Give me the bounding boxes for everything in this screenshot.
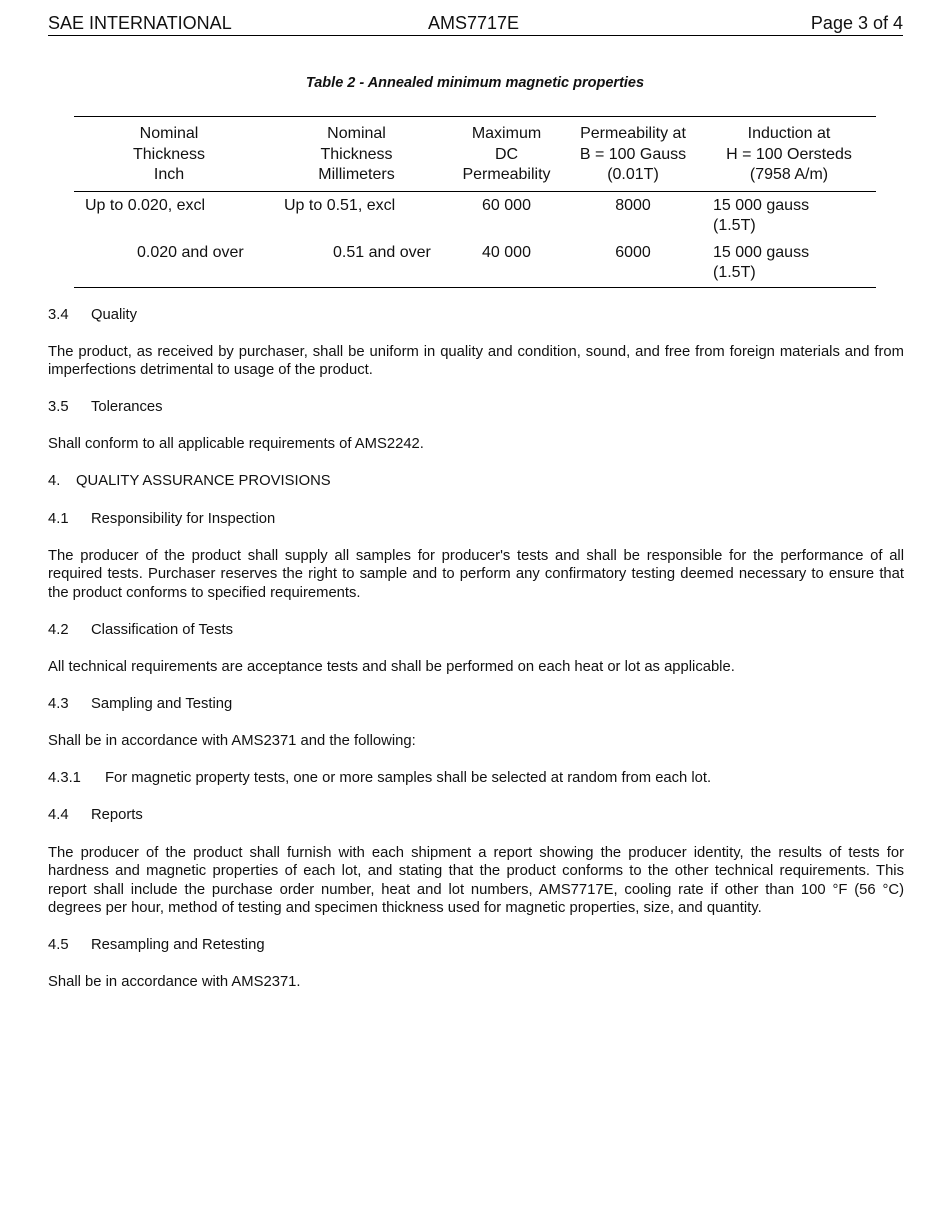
header-page-number: Page 3 of 4 xyxy=(810,13,903,33)
magnetic-properties-table xyxy=(74,116,876,288)
cell-inch: Up to 0.020, excl xyxy=(85,196,206,214)
paragraph-responsibility: The producer of the product shall supply all samples for producer's tests and shall be responsible for the performance of all required tests. Purchaser reserves the right to sample and to perform any confirmatory testing deemed necessary to ensure that the product conforms to specified requirements. xyxy=(48,548,904,601)
cell-permeability-b: 6000 xyxy=(564,239,702,288)
section-item-4-3-1: 4.3.1 For magnetic property tests, one or more samples shall be selected at random from each lot. xyxy=(48,770,712,786)
cell-max-permeability: 40 000 xyxy=(449,239,564,288)
section-heading-3-5: 3.5 Tolerances xyxy=(48,399,163,415)
col-header-max-permeability: Maximum DC Permeability xyxy=(449,117,564,192)
section-heading-4-5: 4.5 Resampling and Retesting xyxy=(48,937,265,953)
section-heading-4-3: 4.3 Sampling and Testing xyxy=(48,696,233,712)
table-row xyxy=(74,191,876,239)
cell-induction: 15 000 gauss (1.5T) xyxy=(702,239,876,288)
col-header-permeability-b: Permeability at B = 100 Gauss (0.01T) xyxy=(564,117,702,192)
table-caption: Table 2 - Annealed minimum magnetic properties xyxy=(305,75,645,91)
section-heading-4-1: 4.1 Responsibility for Inspection xyxy=(48,511,276,527)
header-doc-id: AMS7717E xyxy=(428,13,520,33)
cell-permeability-b: 8000 xyxy=(615,196,651,214)
col-header-induction: Induction at H = 100 Oersteds (7958 A/m) xyxy=(702,117,876,192)
section-heading-4: 4. QUALITY ASSURANCE PROVISIONS xyxy=(48,473,331,489)
section-heading-4-2: 4.2 Classification of Tests xyxy=(48,622,234,638)
paragraph-reports: The producer of the product shall furnish with each shipment a report showing the producer identity, the results of tests for hardness and magnetic properties of each lot, and stating that the product conforms to the other technical requirements. This report shall include the purchase order number, heat and lot numbers, AMS7717E, cooling rate if other than 100 °F (56 °C) degrees per hour, method of testing and specimen thickness used for magnetic properties, size, and quantity. xyxy=(48,845,904,917)
cell-max-permeability: 60 000 xyxy=(482,196,531,214)
table-row xyxy=(74,239,876,288)
page-header xyxy=(48,13,903,36)
cell-inch: 0.020 and over xyxy=(74,239,264,288)
paragraph-sampling: Shall be in accordance with AMS2371 and the following: xyxy=(48,733,416,749)
section-heading-3-4: 3.4 Quality xyxy=(48,307,138,323)
cell-mm: 0.51 and over xyxy=(264,239,449,288)
paragraph-tolerances: Shall conform to all applicable requirements of AMS2242. xyxy=(48,436,424,452)
paragraph-resampling: Shall be in accordance with AMS2371. xyxy=(48,974,301,990)
paragraph-classification: All technical requirements are acceptance tests and shall be performed on each heat or lot as applicable. xyxy=(48,659,735,675)
col-header-thickness-inch: Nominal Thickness Inch xyxy=(74,117,264,192)
paragraph-quality: The product, as received by purchaser, shall be uniform in quality and condition, sound, and free from foreign materials and from imperfections detrimental to usage of the product. xyxy=(48,344,904,379)
table-header-row xyxy=(74,117,876,192)
cell-mm: Up to 0.51, excl xyxy=(284,196,396,214)
cell-induction: 15 000 gauss (1.5T) xyxy=(713,196,810,234)
col-header-thickness-mm: Nominal Thickness Millimeters xyxy=(264,117,449,192)
header-org: SAE INTERNATIONAL xyxy=(48,13,232,33)
section-heading-4-4: 4.4 Reports xyxy=(48,807,143,823)
